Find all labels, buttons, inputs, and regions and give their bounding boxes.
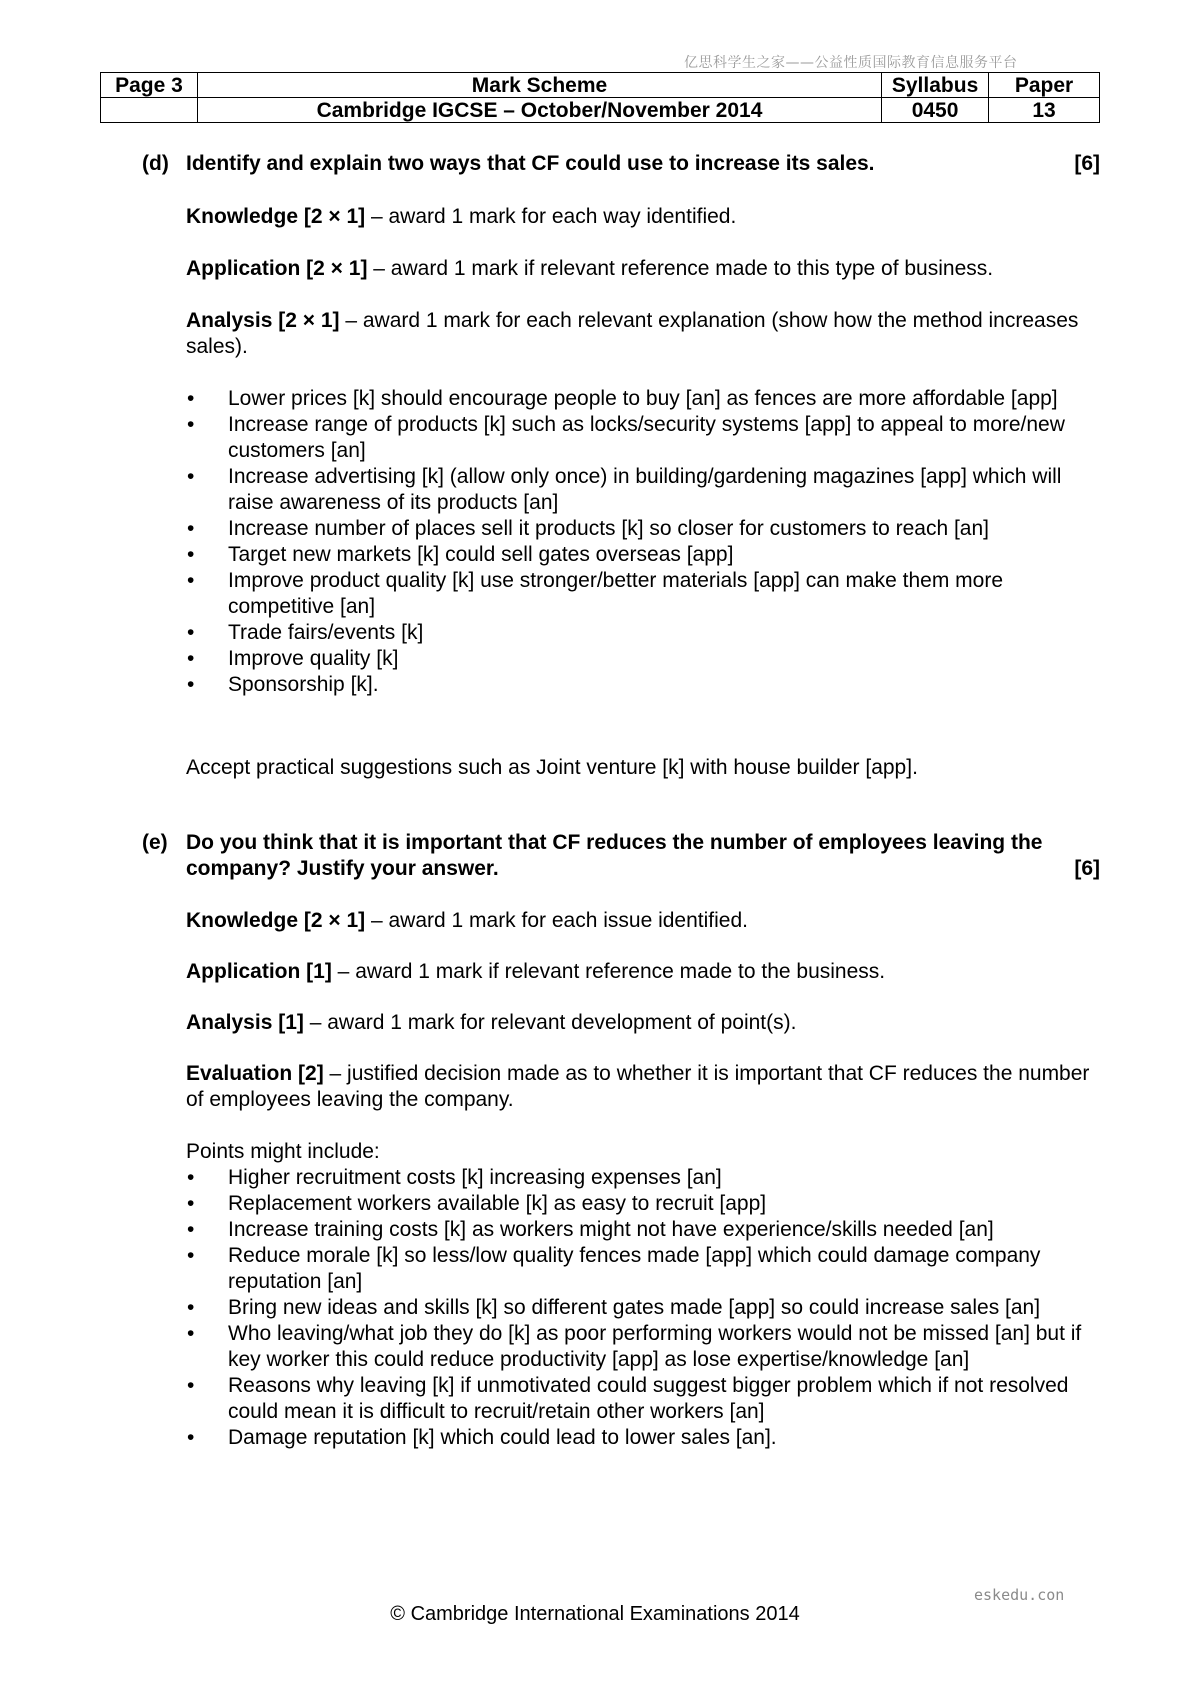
- e-points-intro: Points might include:: [186, 1140, 380, 1163]
- e-bullet-list: [186, 1165, 1100, 1451]
- e-bullet-text: Increase training costs [k] as workers might not have experience/skills needed [an]: [228, 1218, 994, 1241]
- e-bullet-item: [186, 1425, 1100, 1451]
- footer-copyright: © Cambridge International Examinations 2014: [390, 1603, 800, 1625]
- d-bullet-item: [186, 568, 1100, 620]
- d-bullet-item: [186, 620, 1100, 646]
- d-knowledge: [186, 204, 1100, 230]
- d-bullet-text: Sponsorship [k].: [228, 673, 379, 696]
- bullet-icon: •: [187, 1244, 195, 1267]
- e-application-label: Application [1]: [186, 960, 332, 983]
- e-bullet-item: [186, 1295, 1100, 1321]
- e-bullet-text: Bring new ideas and skills [k] so different gates made [app] so could increase sales [an]: [228, 1296, 1041, 1319]
- paper-value: 13: [989, 98, 1100, 123]
- question-e-number: (e): [142, 831, 168, 854]
- d-bullet-text: Trade fairs/events [k]: [228, 621, 424, 644]
- d-bullet-text: Increase number of places sell it products [k] so closer for customers to reach [an]: [228, 517, 990, 540]
- d-knowledge-text: – award 1 mark for each way identified.: [365, 205, 737, 228]
- d-bullet-item: [186, 516, 1100, 542]
- e-bullet-text: Who leaving/what job they do [k] as poor performing workers would not be missed [an] but if key worker this could reduce productivity [app] as lose expertise/knowledge [an]: [228, 1322, 1082, 1371]
- syllabus-label: Syllabus: [882, 73, 989, 98]
- bullet-icon: •: [187, 1192, 195, 1215]
- bullet-icon: •: [187, 1166, 195, 1189]
- header-row-2: [101, 98, 1100, 123]
- e-bullet-item: [186, 1373, 1100, 1425]
- document-subtitle: Cambridge IGCSE – October/November 2014: [197, 98, 881, 123]
- d-bullet-text: Target new markets [k] could sell gates overseas [app]: [228, 543, 734, 566]
- d-knowledge-label: Knowledge [2 × 1]: [186, 205, 366, 228]
- e-evaluation-label: Evaluation [2]: [186, 1062, 324, 1085]
- e-knowledge-label: Knowledge [2 × 1]: [186, 909, 366, 932]
- syllabus-value: 0450: [882, 98, 989, 123]
- watermark-top: 亿思科学生之家——公益性质国际教育信息服务平台: [684, 55, 1018, 71]
- header-table: [100, 72, 1100, 123]
- e-bullet-item: [186, 1165, 1100, 1191]
- bullet-icon: •: [187, 1426, 195, 1449]
- bullet-icon: •: [187, 647, 195, 670]
- e-knowledge: [186, 908, 1100, 934]
- d-bullet-item: [186, 464, 1100, 516]
- bullet-icon: •: [187, 465, 195, 488]
- paper-label: Paper: [989, 73, 1100, 98]
- e-evaluation: [186, 1061, 1100, 1113]
- e-application-text: – award 1 mark if relevant reference made to the business.: [331, 960, 886, 983]
- d-bullet-text: Increase advertising [k] (allow only once) in building/gardening magazines [app] which will raise awareness of its products [an]: [228, 465, 1062, 514]
- e-bullet-text: Damage reputation [k] which could lead to lower sales [an].: [228, 1426, 777, 1449]
- question-d-number: (d): [142, 152, 169, 175]
- e-evaluation-text: – justified decision made as to whether it is important that CF reduces the number of employees leaving the company.: [186, 1062, 1090, 1111]
- d-bullet-text: Increase range of products [k] such as locks/security systems [app] to appeal to more/new customers [an]: [228, 413, 1065, 462]
- question-d: [142, 151, 1100, 177]
- bullet-icon: •: [187, 1322, 195, 1345]
- e-analysis-text: – award 1 mark for relevant development of point(s).: [303, 1011, 797, 1034]
- header-row-1: [101, 73, 1100, 98]
- bullet-icon: •: [187, 543, 195, 566]
- d-analysis-label: Analysis [2 × 1]: [186, 309, 340, 332]
- d-bullet-item: [186, 672, 1100, 698]
- d-analysis: [186, 308, 1100, 360]
- bullet-icon: •: [187, 413, 195, 436]
- question-d-text: Identify and explain two ways that CF could use to increase its sales.: [186, 152, 875, 175]
- d-application-label: Application [2 × 1]: [186, 257, 368, 280]
- d-bullet-text: Lower prices [k] should encourage people to buy [an] as fences are more affordable [app]: [228, 387, 1058, 410]
- e-bullet-item: [186, 1191, 1100, 1217]
- e-analysis-label: Analysis [1]: [186, 1011, 304, 1034]
- question-d-marks: [6]: [1074, 152, 1100, 175]
- e-bullet-text: Replacement workers available [k] as easy to recruit [app]: [228, 1192, 767, 1215]
- d-bullet-item: [186, 542, 1100, 568]
- e-bullet-text: Reduce morale [k] so less/low quality fences made [app] which could damage company reputation [an]: [228, 1244, 1041, 1293]
- d-application-text: – award 1 mark if relevant reference made to this type of business.: [367, 257, 994, 280]
- question-e-marks: [6]: [1074, 857, 1100, 880]
- e-bullet-text: Higher recruitment costs [k] increasing expenses [an]: [228, 1166, 722, 1189]
- d-bullet-item: [186, 386, 1100, 412]
- question-e-text: Do you think that it is important that CF reduces the number of employees leaving the company? Justify your answer.: [186, 831, 1043, 880]
- document-title: Mark Scheme: [197, 73, 881, 98]
- d-bullet-item: [186, 646, 1100, 672]
- e-knowledge-text: – award 1 mark for each issue identified.: [365, 909, 748, 932]
- watermark-bottom: eskedu.con: [974, 1586, 1065, 1604]
- e-bullet-item: [186, 1243, 1100, 1295]
- d-bullet-text: Improve product quality [k] use stronger/better materials [app] can make them more competitive [an]: [228, 569, 1004, 618]
- question-e: [142, 830, 1100, 882]
- bullet-icon: •: [187, 1218, 195, 1241]
- e-bullet-text: Reasons why leaving [k] if unmotivated could suggest bigger problem which if not resolved could mean it is difficult to recruit/retain other workers [an]: [228, 1374, 1069, 1423]
- d-bullet-item: [186, 412, 1100, 464]
- bullet-icon: •: [187, 387, 195, 410]
- e-bullet-item: [186, 1321, 1100, 1373]
- page-number-empty: [101, 98, 198, 123]
- bullet-icon: •: [187, 569, 195, 592]
- d-bullet-text: Improve quality [k]: [228, 647, 399, 670]
- d-accept: Accept practical suggestions such as Joint venture [k] with house builder [app].: [186, 756, 918, 779]
- e-application: [186, 959, 1100, 985]
- bullet-icon: •: [187, 1296, 195, 1319]
- bullet-icon: •: [187, 673, 195, 696]
- page-number: Page 3: [101, 73, 198, 98]
- d-bullet-list: [186, 386, 1100, 698]
- e-bullet-item: [186, 1217, 1100, 1243]
- d-application: [186, 256, 1100, 282]
- bullet-icon: •: [187, 1374, 195, 1397]
- bullet-icon: •: [187, 621, 195, 644]
- d-analysis-text: – award 1 mark for each relevant explanation (show how the method increases sales).: [186, 309, 1079, 358]
- e-analysis: [186, 1010, 1100, 1036]
- bullet-icon: •: [187, 517, 195, 540]
